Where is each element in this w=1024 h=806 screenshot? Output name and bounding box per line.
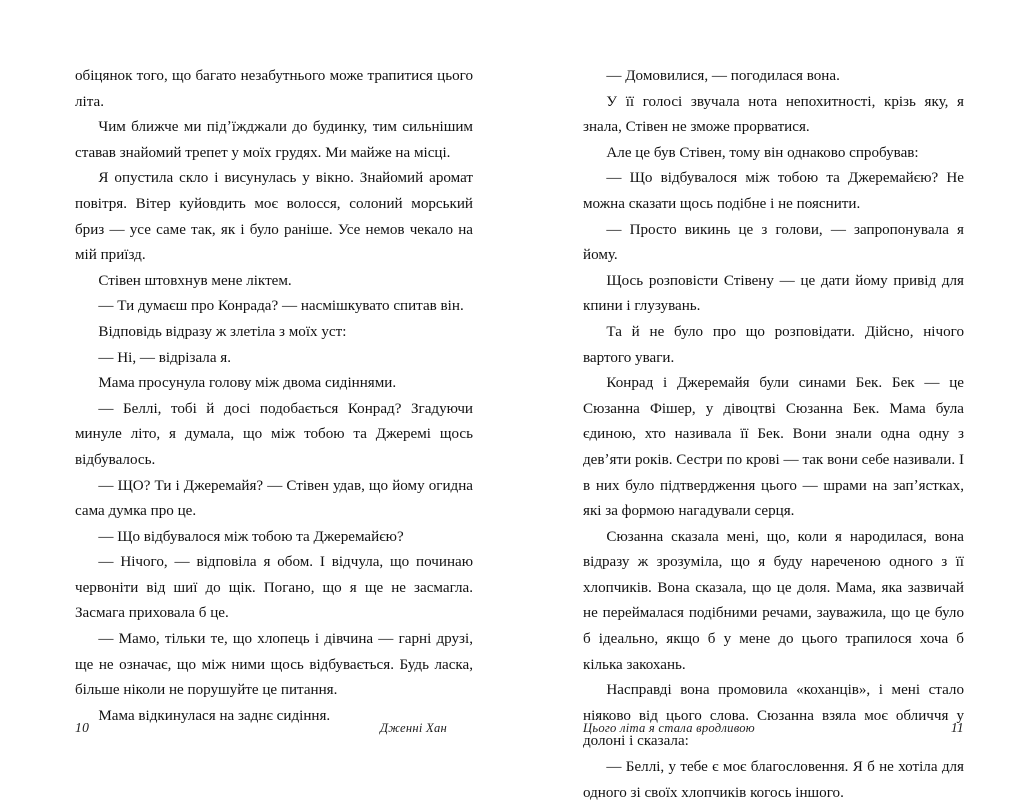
body-text-right [583,64,964,806]
page-recto [512,0,1024,801]
page-number-right: 11 [950,720,964,735]
body-text-left [75,64,473,729]
paragraph: — Домовилися, — погодилася вона. [606,68,840,84]
paragraph: — Ти думаєш про Конрада? — насмішкувато спитав він. [98,298,464,315]
paragraph: — Що відбувалося між тобою та Джеремайєю? [98,528,404,545]
paragraph: Але це був Стівен, тому він однаково спробував: [606,144,919,161]
paragraph: Конрад і Джеремайя були синами Бек. Бек — це Сюзанна Фішер, у дівоцтві Сюзанна Бек. Мама була єдиною, хто називала її Бек. Вони знали одна одну з девʼяти років. Сестри по крові — так вони себе називали. І в них було підтвердження цього — шрами на запʼястках, які за формою нагадували серця. [583,375,964,520]
paragraph: — Просто викинь це з голови, — запропонувала я йому. [583,221,964,264]
paragraph: Щось розповісти Стівену — це дати йому привід для кпини і глузувань. [583,272,964,315]
paragraph: — Що відбувалося між тобою та Джеремайєю? Не можна сказати щось подібне і не пояснити. [583,170,964,212]
paragraph: Чим ближче ми підʼїжджали до будинку, тим сильнішим ставав знайомий трепет у моїх грудях. Ми майже на місці. [75,119,473,161]
paragraph: У її голосі звучала нота непохитності, крізь яку, я знала, Стівен не зможе прорватися. [583,93,964,136]
paragraph: Сюзанна сказала мені, що, коли я народилася, вона відразу ж зрозуміла, що я буду нареченою одного з її хлопчиків. Вона сказала, що це доля. Мама, яка зазвичай не переймалася подібними речами, зауважила, що це було б ідеально, якщо б у мене до цього трапилося хоча б кілька закохань. [583,528,964,673]
paragraph: Мама просунула голову між двома сидіннями. [98,375,397,392]
paragraph: — Мамо, тільки те, що хлопець і дівчина — гарні друзі, ще не означає, що між ними щось відбувається. Будь ласка, більше ніколи не порушуйте це питання. [75,631,473,699]
paragraph: Я опустила скло і висунулась у вікно. Знайомий аромат повітря. Вітер куйовдить моє волосся, солоний морський бриз — усе саме так, як і було раніше. Усе немов чекало на мій приїзд. [75,170,473,264]
paragraph: Відповідь відразу ж злетіла з моїх уст: [98,323,347,340]
paragraph: — Беллі, тобі й досі подобається Конрад? Згадуючи минуле літо, я думала, що між тобою та Джеремі щось відбувалось. [75,400,473,468]
paragraph: Мама відкинулася на заднє сидіння. [98,707,331,724]
running-head-author: Дженні Хан [379,721,447,735]
paragraph: Та й не було про що розповідати. Дійсно, нічого вартого уваги. [583,323,964,366]
paragraph: Стівен штовхнув мене ліктем. [98,272,292,289]
paragraph: Насправді вона промовила «коханців», і мені стало ніяково від цього слова. Сюзанна взяла моє обличчя у долоні і сказала: [583,682,964,750]
paragraph: — Нічого, — відповіла я обом. І відчула, що починаю червоніти від шиї до щік. Погано, що я ще не засмагла. Засмага приховала б це. [75,554,473,622]
page-verso [0,0,512,788]
running-head-title: Цього літа я стала вродливою [583,721,755,735]
running-foot-right [583,718,964,738]
paragraph: — ЩО? Ти і Джеремайя? — Стівен удав, що йому огидна сама думка про це. [75,477,473,520]
paragraph: — Беллі, у тебе є моє благословення. Я б не хотіла для одного зі своїх хлопчиків когось іншого. [583,759,964,801]
paragraph: — Ні, — відрізала я. [98,349,232,366]
running-foot-left [75,718,473,738]
page-number-left: 10 [75,720,90,735]
paragraph: обіцянок того, що багато незабутнього може трапитися цього літа. [75,68,473,110]
